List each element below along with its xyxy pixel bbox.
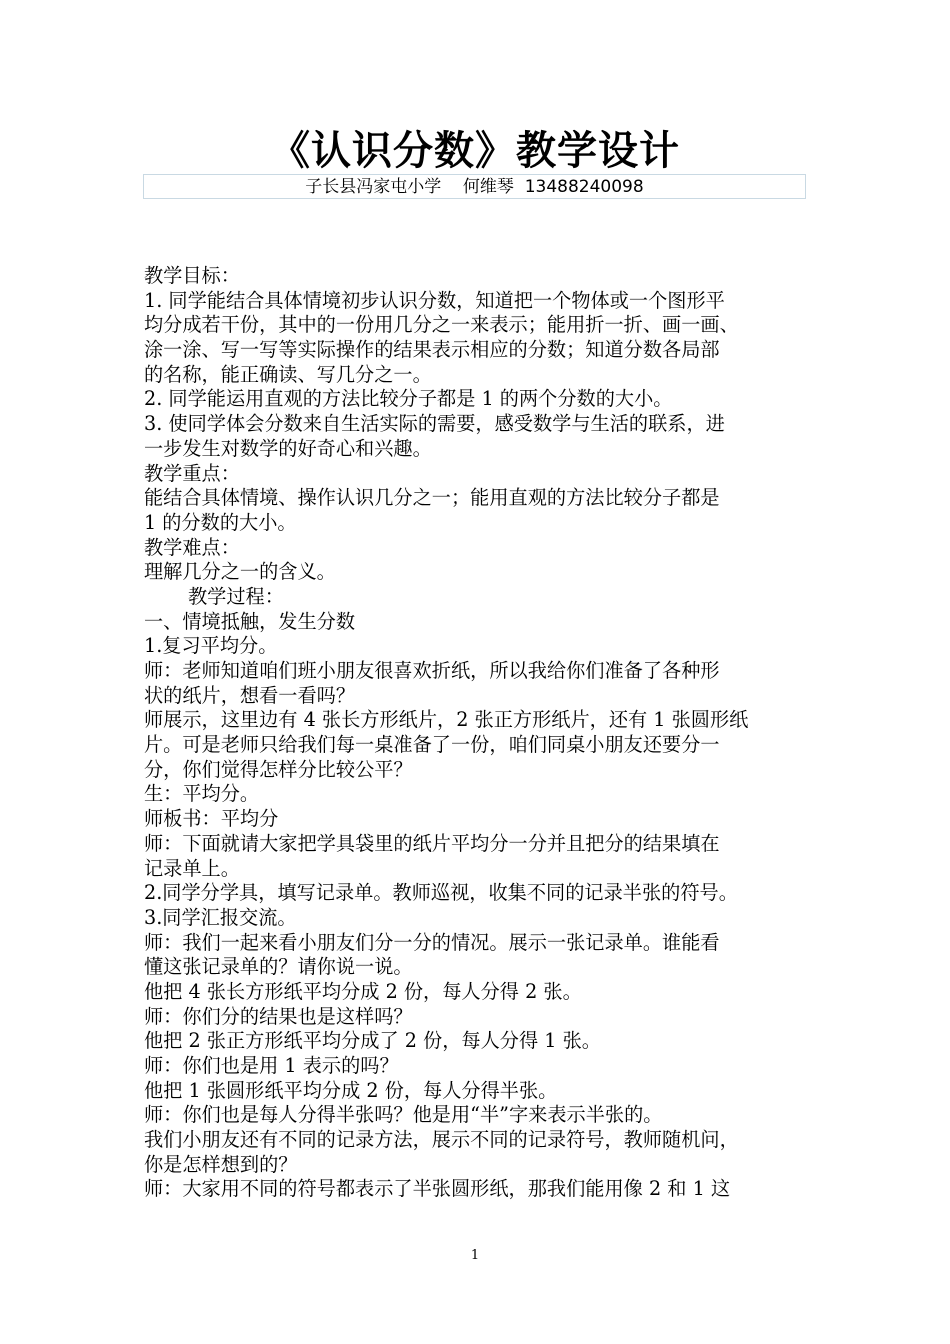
document-body [144,264,809,1202]
body-line: 记录单上。 [144,856,240,880]
body-line: 3.同学汇报交流。 [144,905,297,929]
body-line: 懂这张记录单的？请你说一说。 [144,955,413,979]
body-line: 师：你们分的结果也是这样吗？ [144,1004,413,1028]
body-line: 分，你们觉得怎样分比较公平？ [144,757,413,781]
body-line: 教学目标： [144,264,240,287]
author-phone: 13488240098 [524,177,644,197]
body-line: 师：老师知道咱们班小朋友很喜欢折纸，所以我给你们准备了各种形 [144,659,720,682]
body-line: 他把 4 张长方形纸平均分成 2 份，每人分得 2 张。 [144,979,582,1003]
body-line: 师：下面就请大家把学具袋里的纸片平均分一分并且把分的结果填在 [144,831,720,855]
body-line: 师：你们也是用 1 表示的吗？ [144,1054,399,1077]
body-line: 3. 使同学体会分数来自生活实际的需要，感受数学与生活的联系，进 [144,412,725,436]
body-line: 理解几分之一的含义。 [144,560,336,584]
author-school-name: 子长县冯家屯小学 何维琴 [305,177,525,197]
body-line: 片。可是老师只给我们每一桌准备了一份，咱们同桌小朋友还要分一 [144,733,720,757]
author-info-box [143,174,806,199]
body-line: 均分成若干份，其中的一份用几分之一来表示；能用折一折、画一画、 [144,313,739,337]
body-line: 2.同学分学具，填写记录单。教师巡视，收集不同的记录半张的符号。 [144,881,738,905]
body-line: 一、情境抵触，发生分数 [144,609,356,633]
body-line: 1 的分数的大小。 [144,510,297,534]
body-line: 我们小朋友还有不同的记录方法，展示不同的记录符号，教师随机问， [144,1128,739,1152]
body-line: 能结合具体情境、操作认识几分之一；能用直观的方法比较分子都是 [144,486,720,510]
body-line: 他把 1 张圆形纸平均分成 2 份，每人分得半张。 [144,1078,558,1102]
document-title: 《认识分数》教学设计 [270,128,680,174]
body-line: 状的纸片，想看一看吗？ [144,683,356,707]
body-line: 1. 同学能结合具体情境初步认识分数，知道把一个物体或一个图形平 [144,288,725,312]
body-line: 师板书：平均分 [144,807,279,831]
body-line: 师：你们也是每人分得半张吗？他是用“半”字来表示半张的。 [144,1103,663,1127]
body-line: 他把 2 张正方形纸平均分成了 2 份，每人分得 1 张。 [144,1029,601,1053]
body-line: 师展示，这里边有 4 张长方形纸片，2 张正方形纸片，还有 1 张圆形纸 [144,708,749,732]
body-line: 生：平均分。 [144,782,260,806]
body-line: 教学过程： [188,584,284,608]
body-line: 你是怎样想到的？ [144,1152,298,1176]
body-line: 一步发生对数学的好奇心和兴趣。 [144,436,432,460]
body-line: 师：大家用不同的符号都表示了半张圆形纸，那我们能用像 2 和 1 这 [144,1177,731,1201]
body-line: 的名称，能正确读、写几分之一。 [144,362,432,386]
body-line: 涂一涂、写一写等实际操作的结果表示相应的分数；知道分数各局部 [144,338,720,362]
body-line: 2. 同学能运用直观的方法比较分子都是 1 的两个分数的大小。 [144,387,673,411]
body-line: 师：我们一起来看小朋友们分一分的情况。展示一张记录单。谁能看 [144,930,720,954]
body-line: 1.复习平均分。 [144,634,278,658]
body-line: 教学难点： [144,535,240,559]
page-number: 1 [470,1248,480,1263]
body-line: 教学重点： [144,461,240,485]
